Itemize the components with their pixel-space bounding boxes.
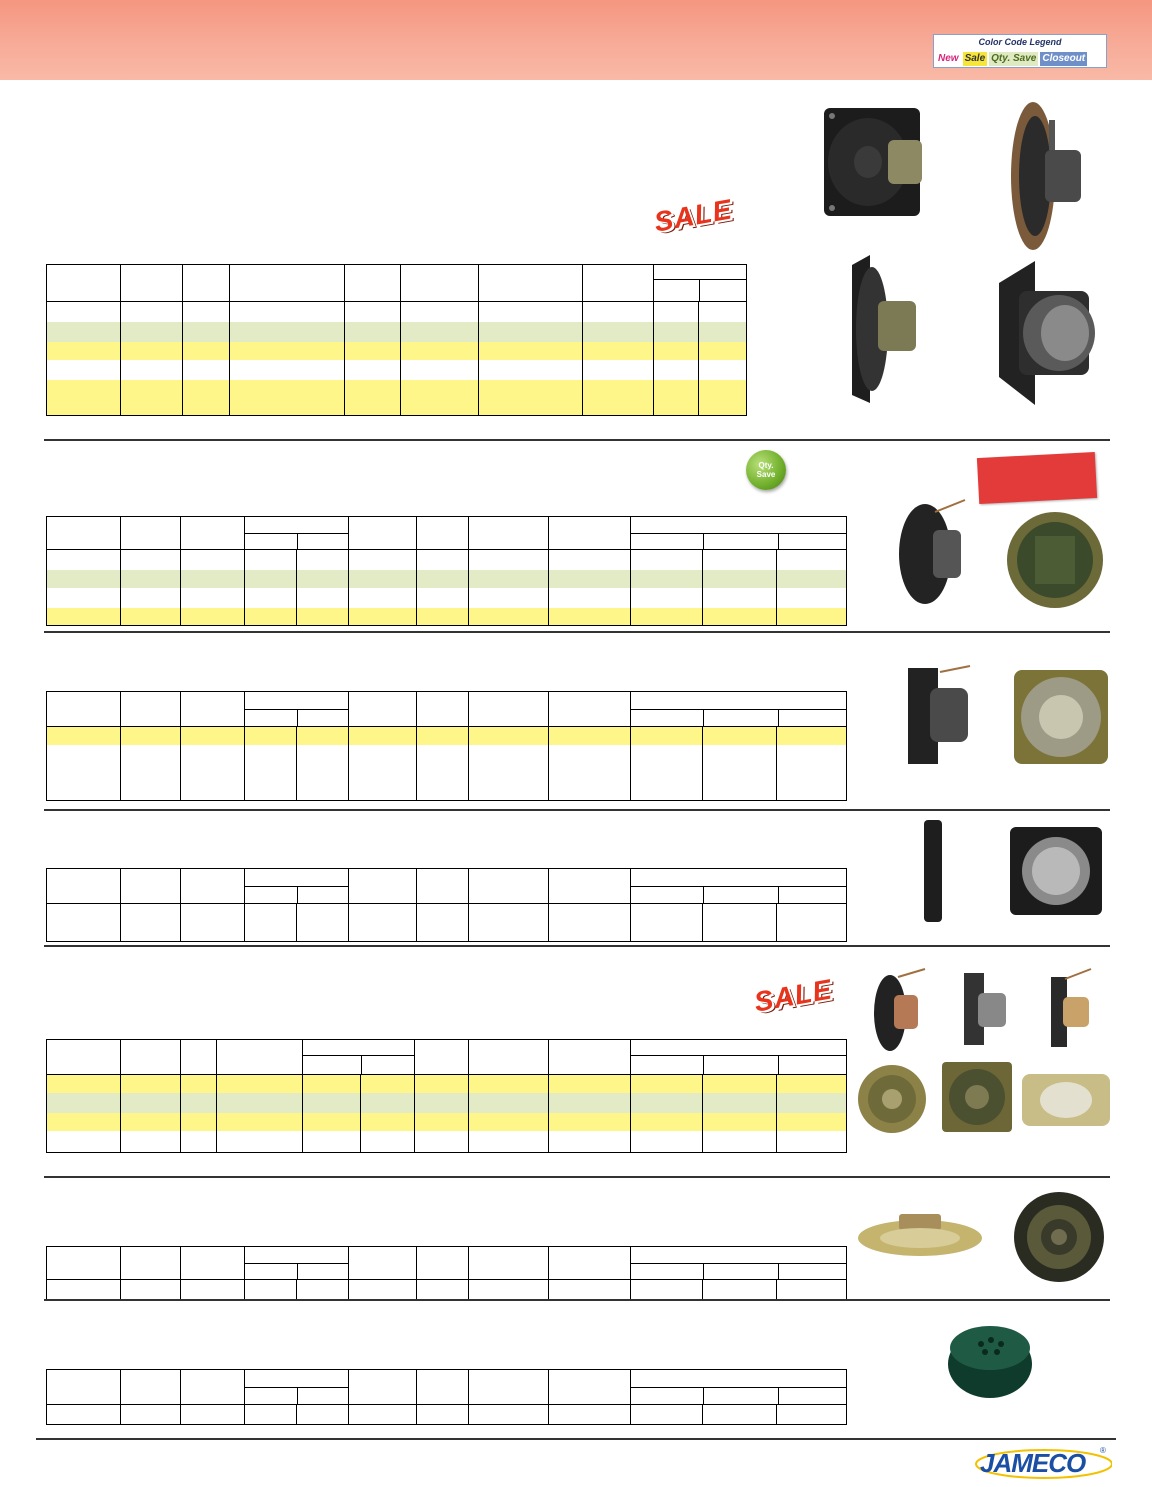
- table-row: [47, 745, 847, 801]
- speaker-photo-icon: [958, 965, 1014, 1053]
- section-divider: [44, 1176, 1110, 1178]
- speaker-photo-icon: [1008, 825, 1104, 917]
- table-row: [47, 380, 747, 398]
- speaker-photo-icon: [1005, 510, 1105, 610]
- speaker-photo-icon: [995, 255, 1105, 410]
- table-header-cell: [401, 265, 479, 302]
- table-header-cell: [479, 265, 583, 302]
- color-code-legend: [933, 34, 1107, 68]
- spec-table-7: [46, 1369, 847, 1425]
- section-divider: [44, 631, 1110, 633]
- spec-table-6: [46, 1246, 847, 1300]
- table-row: [47, 342, 747, 360]
- speaker-photo-icon: [856, 1063, 928, 1135]
- table-row: [47, 904, 847, 942]
- spec-table-4: [46, 868, 847, 942]
- brand-logo-text: JAMECO: [980, 1448, 1086, 1478]
- speaker-photo-icon: [818, 100, 928, 230]
- speaker-photo-icon: [900, 662, 975, 772]
- section-divider: [44, 945, 1110, 947]
- section-divider: [44, 1299, 1110, 1301]
- table-row: [47, 1093, 847, 1113]
- speaker-photo-icon: [1012, 1190, 1106, 1284]
- table-row: [47, 1075, 847, 1093]
- table-row: [47, 1405, 847, 1425]
- sale-burst-icon: SALE: [651, 193, 735, 238]
- spec-table-2: [46, 516, 847, 626]
- table-header-cell: [230, 265, 345, 302]
- table-row: [47, 570, 847, 588]
- table-row: [47, 727, 847, 745]
- table-header-cell: [345, 265, 401, 302]
- footer-divider: [36, 1438, 1116, 1440]
- speaker-photo-icon: [895, 498, 970, 608]
- legend-closeout: Closeout: [1042, 53, 1086, 64]
- qty-save-badge-line-1: Qty.: [758, 461, 774, 470]
- speaker-photo-icon: [870, 965, 930, 1053]
- table-row: [47, 1113, 847, 1131]
- table-row: [47, 608, 847, 626]
- spec-table-5: [46, 1039, 847, 1153]
- table-row: [47, 1280, 847, 1300]
- table-row: [47, 360, 747, 380]
- legend-new: New: [938, 53, 959, 64]
- speaker-photo-icon: [918, 818, 948, 924]
- legend-title: Color Code Legend: [978, 37, 1062, 47]
- speaker-photo-icon: [1045, 965, 1101, 1053]
- jameco-logo-icon: [972, 1444, 1112, 1480]
- spec-table-1: [46, 264, 747, 416]
- table-row: [47, 322, 747, 342]
- table-header-cell: [121, 265, 183, 302]
- legend-items: [936, 52, 1087, 66]
- qty-save-badge-line-2: Save: [756, 470, 776, 479]
- sale-burst-icon: SALE: [751, 973, 835, 1018]
- speaker-photo-icon: [1005, 100, 1085, 255]
- table-row: [47, 588, 847, 608]
- section-divider: [44, 809, 1110, 811]
- table-header-cell: [583, 265, 654, 302]
- legend-sale: Sale: [964, 53, 986, 64]
- table-header-cell: [47, 265, 121, 302]
- legend-qty-save: Qty. Save: [991, 53, 1037, 64]
- brand-registered-mark: ®: [1100, 1446, 1106, 1455]
- table-row: [47, 550, 847, 570]
- speaker-photo-icon: [1020, 1072, 1112, 1128]
- table-row: [47, 1131, 847, 1153]
- speaker-photo-icon: [1012, 668, 1110, 768]
- table-header-cell: [183, 265, 230, 302]
- qty-save-badge-icon: [746, 450, 786, 490]
- spec-table-3: [46, 691, 847, 801]
- section-divider: [44, 439, 1110, 441]
- table-row: [47, 302, 747, 322]
- table-header-cell: [654, 265, 747, 302]
- speaker-photo-icon: [842, 255, 922, 405]
- speaker-photo-icon: [945, 1318, 1035, 1402]
- speaker-photo-icon: [855, 1208, 985, 1260]
- table-row: [47, 398, 747, 416]
- promo-banner: [977, 452, 1097, 504]
- speaker-photo-icon: [940, 1060, 1014, 1134]
